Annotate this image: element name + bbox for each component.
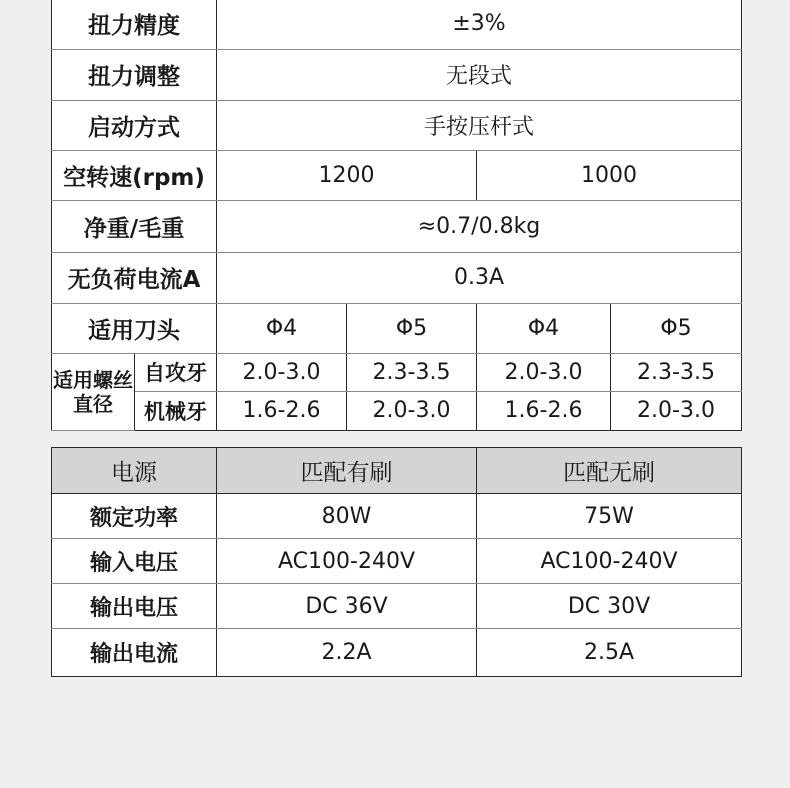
- input-voltage-label: 输入电压: [52, 539, 217, 584]
- output-current-brushed: 2.2A: [217, 629, 477, 677]
- bit-value-3: Φ4: [477, 303, 611, 353]
- power-row-output-current: [52, 629, 742, 677]
- power-row-input-voltage: [52, 539, 742, 584]
- power-table-header: [52, 448, 742, 494]
- input-voltage-brushless: AC100-240V: [477, 539, 742, 584]
- rated-power-label: 额定功率: [52, 494, 217, 539]
- torque-adjust-label: 扭力调整: [52, 49, 217, 100]
- machine-thread-value-3: 1.6-2.6: [477, 391, 611, 430]
- self-tapping-value-4: 2.3-3.5: [611, 353, 742, 391]
- row-machine-thread: [52, 391, 742, 430]
- output-current-label: 输出电流: [52, 629, 217, 677]
- torque-adjust-value: 无段式: [217, 49, 742, 100]
- power-header-brushless: 匹配无刷: [477, 448, 742, 494]
- machine-thread-value-1: 1.6-2.6: [217, 391, 347, 430]
- self-tapping-label: 自攻牙: [135, 353, 217, 391]
- start-mode-label: 启动方式: [52, 100, 217, 150]
- power-header-brushed: 匹配有刷: [217, 448, 477, 494]
- idle-speed-label: 空转速(rpm): [52, 150, 217, 200]
- power-table: [51, 447, 742, 677]
- weight-value: ≈0.7/0.8kg: [217, 200, 742, 252]
- output-voltage-brushed: DC 36V: [217, 584, 477, 629]
- row-start-mode: [52, 100, 742, 150]
- row-bit: [52, 303, 742, 353]
- bit-value-1: Φ4: [217, 303, 347, 353]
- idle-speed-value-brushed: 1200: [217, 150, 477, 200]
- spec-table: [51, 0, 742, 431]
- machine-thread-value-4: 2.0-3.0: [611, 391, 742, 430]
- input-voltage-brushed: AC100-240V: [217, 539, 477, 584]
- rated-power-brushed: 80W: [217, 494, 477, 539]
- power-row-output-voltage: [52, 584, 742, 629]
- row-no-load-current: [52, 252, 742, 303]
- row-weight: [52, 200, 742, 252]
- self-tapping-value-3: 2.0-3.0: [477, 353, 611, 391]
- screw-diameter-label: 适用螺丝直径: [52, 353, 135, 430]
- no-load-current-label: 无负荷电流A: [52, 252, 217, 303]
- output-voltage-label: 输出电压: [52, 584, 217, 629]
- row-idle-speed: [52, 150, 742, 200]
- bit-label: 适用刀头: [52, 303, 217, 353]
- power-header-source: 电源: [52, 448, 217, 494]
- row-torque-accuracy: [52, 0, 742, 49]
- weight-label: 净重/毛重: [52, 200, 217, 252]
- torque-accuracy-value: ±3%: [217, 0, 742, 49]
- machine-thread-value-2: 2.0-3.0: [347, 391, 477, 430]
- bit-value-4: Φ5: [611, 303, 742, 353]
- torque-accuracy-label: 扭力精度: [52, 0, 217, 49]
- rated-power-brushless: 75W: [477, 494, 742, 539]
- row-self-tapping: [52, 353, 742, 391]
- no-load-current-value: 0.3A: [217, 252, 742, 303]
- machine-thread-label: 机械牙: [135, 391, 217, 430]
- start-mode-value: 手按压杆式: [217, 100, 742, 150]
- idle-speed-value-brushless: 1000: [477, 150, 742, 200]
- output-current-brushless: 2.5A: [477, 629, 742, 677]
- power-row-rated-power: [52, 494, 742, 539]
- row-torque-adjust: [52, 49, 742, 100]
- self-tapping-value-2: 2.3-3.5: [347, 353, 477, 391]
- self-tapping-value-1: 2.0-3.0: [217, 353, 347, 391]
- bit-value-2: Φ5: [347, 303, 477, 353]
- output-voltage-brushless: DC 30V: [477, 584, 742, 629]
